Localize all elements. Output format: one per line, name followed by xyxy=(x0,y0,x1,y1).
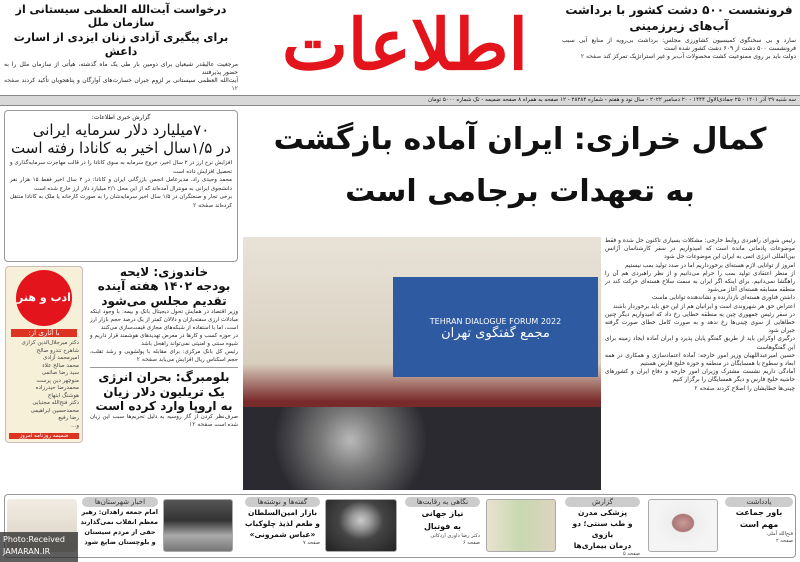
bullet: درگیری اوکراین باید از طریق گفتگو پایان پذیرد و ایران آماده ایجاد زمینه برای این گفتگوهاست xyxy=(605,336,795,351)
title: مهم است xyxy=(739,520,779,529)
supplement-logo: ادب و هنر xyxy=(16,270,72,326)
bullet: حسین امیرعبداللهیان وزیر امور خارجه: آماده اعتمادسازی و همکاری در همه ابعاد و سطوح با همسایگان در منطقه و حوزه خلیج فارس هستیم xyxy=(605,352,795,368)
watermark-line: Photo:Received xyxy=(3,535,65,544)
bullet: در حوزه کسب و کارها در معرض تهدیدهای هوشمند قرار داریم و شیوه سنتی و امنیتی نمی‌تواند راهحل باشد xyxy=(90,333,238,348)
date-strip: سه شنبه ۲۹ آذر ۱۴۰۱ - ۲۵ جمادی‌الاول ۱۴۴۴ - ۲۰ دسامبر ۲۰۲۲ - سال نود و هفتم - شماره ۲۸۲۸۴ - ۱۲ صفحه به همراه ۸ صفحه ضمیمه - تک شماره ۵۰۰۰ تومان xyxy=(0,95,800,106)
author: دکتر رضا داوری اردکانی xyxy=(430,533,480,539)
forum-banner xyxy=(393,277,598,377)
banner-fa: مجمع گفتگوی تهران xyxy=(441,326,550,341)
title: نیاز جهانی xyxy=(421,509,464,518)
page-ref: صفحه ۲ xyxy=(776,538,793,544)
author: دکتر فتح‌الله مجتبایی xyxy=(32,400,79,406)
khandouzi-story[interactable] xyxy=(90,265,238,364)
headline: بودجه ۱۴۰۲ هفته آینده xyxy=(97,279,231,294)
section-label: نگاهی به رقابت‌ها xyxy=(405,497,480,507)
author: فتح‌الله آملی xyxy=(767,531,793,537)
page-ref: صفحه ۶ xyxy=(463,540,480,546)
top-right-story[interactable] xyxy=(562,3,796,61)
page-ref: صفحه ۲ xyxy=(136,356,158,364)
headline: درخواست آیت‌الله العظمی سیستانی از سازمان ملل xyxy=(15,3,227,30)
watermark-line: JAMARAN.IR xyxy=(3,547,51,556)
bottom-item-note[interactable] xyxy=(725,497,793,545)
page-ref: صفحه ۲ xyxy=(694,384,715,392)
bullet: دولت باید بر روی ممنوعیت کشت محصولات آب‌بر و غیر استراتژیک تمرکز کند xyxy=(603,52,796,60)
bullet: وزیر اقتصاد در همایش تحول دیجیتال بانک و بیمه: با وجود اینکه مبادلات ارزی سفته‌بازان و دلالان کمتر از یک درصد حجم بازار ارز است، اما با استفاده از شبکه‌های مجازی قیمت‌سازی می‌کنند xyxy=(90,309,238,332)
title: پزشکی مدرن xyxy=(577,508,628,517)
bullet: داشتن فناوری هسته‌ای بازدارنده و نشاندهنده توانایی ماست xyxy=(652,295,795,302)
headline: بلومبرگ: بحران انرژی xyxy=(98,370,230,385)
bottom-item-report[interactable] xyxy=(565,497,640,558)
title: و بلوچستان ضایع شود xyxy=(84,538,156,546)
author: دکتر میرجلال‌الدین کزازی xyxy=(21,340,79,346)
page-ref: صفحه ۱۲ xyxy=(188,421,213,429)
bloomberg-story[interactable] xyxy=(90,367,238,429)
bullet: رئیس شورای راهبردی روابط خارجی: مشکلات بسیاری تاکنون حل شده و فقط موضوعات پادمانی مانده است که امیدواریم در سفر کارشناسان آژانس بین‌المللی انرژی اتمی به ایران این موضوعات حل شود xyxy=(605,238,795,261)
bottom-item-football[interactable] xyxy=(405,497,480,547)
page-ref: صفحه ۱۲ xyxy=(4,76,238,92)
left-stories xyxy=(90,265,238,429)
headline-line: کمال خرازی: ایران آماده بازگشت xyxy=(273,122,767,157)
author: منوچهر دین پرست xyxy=(36,377,79,384)
author: شاهرخ تندرو صالح xyxy=(36,347,79,354)
kicker: گزارش خبری اطلاعات: xyxy=(91,114,151,121)
title: امام جمعه زاهدان: رهبر xyxy=(81,508,158,516)
bullet: امروز از توانایی لازم هسته‌ای برخورداریم اما در صدد تولید بمب نیستیم xyxy=(625,262,795,269)
main-headline[interactable] xyxy=(245,114,795,218)
supplement-footer: ضمیمه روزنامه امروز xyxy=(9,433,79,439)
author: امیرمحمد آزادی xyxy=(43,355,79,361)
bottom-item-bazaar[interactable] xyxy=(245,497,320,547)
author: هوشنگ ابتهاج xyxy=(47,392,79,399)
photo-watermark xyxy=(0,532,78,562)
title: و طب سنتی؛ دو بازوی xyxy=(572,519,633,539)
top-left-story[interactable] xyxy=(4,3,238,93)
bottom-photo-4 xyxy=(163,499,233,552)
bullet: در سفر رئیس جمهوری چین به منطقه خطایی رخ داد که امیدواریم دیگر چنین خطاهایی از سوی چینی‌ها رخ ندهد و به صورت کامل خطای صورت گرفته جبران شود xyxy=(605,311,795,335)
headline: فرونشست ۵۰۰ دشت کشور با برداشت xyxy=(565,3,793,17)
headline: برای پیگیری آزادی زنان ایزدی از اسارت داعش xyxy=(13,31,229,58)
headline: در ۱/۵سال اخیر به کانادا رفته است xyxy=(11,139,231,157)
page-ref: صفحه ۵ xyxy=(623,551,640,557)
bottom-photo-3 xyxy=(325,499,397,552)
author: سید رضا صائمی xyxy=(41,370,79,376)
bottom-photo-2 xyxy=(486,499,556,552)
bullet: مرجعیت عالیقدر شیعیان برای دومین بار طی یک ماه گذشته، هیأتی از سازمان ملل را به حضور پذیرفتند xyxy=(4,60,238,76)
bullet: اعتراض حق هر شهروندی است و ایرانیان هم از این حق باید برخوردار باشند xyxy=(613,303,795,310)
section-label: گفته‌ها و نوشته‌ها xyxy=(245,497,320,507)
headline: خاندوزی: لایحه xyxy=(119,265,209,279)
author: رضا رفیع xyxy=(58,415,79,421)
author: و... xyxy=(71,422,79,429)
headline-line: به تعهدات برجامی است xyxy=(345,174,695,209)
with-works-label: با آثاری از: xyxy=(11,329,77,337)
title: باور جماعت xyxy=(735,508,783,517)
main-story-text[interactable] xyxy=(605,237,795,393)
bullet: از منظر اعتقادی تولید بمب را حرام می‌دانیم و از نظر راهبردی هم آن را راهگشا نمی‌دانیم. برای اینکه اگر ایران به سمت سلاح هسته‌ای حرکت کند در منطقه مسابقه هسته‌ای آغاز می‌شود xyxy=(605,270,795,294)
title: معظم انقلاب نمی‌گذارند xyxy=(80,518,158,526)
banner-en: TEHRAN DIALOGUE FORUM 2022 xyxy=(429,317,562,326)
page-ref: صفحه ۷ xyxy=(303,540,320,546)
bullet: آمادگی داریم نشست مشترک وزیران امور خارجه و دفاع ایران و کشورهای حاشیه خلیج فارس و دیگر همسایگان را برگزار کنیم xyxy=(605,369,795,384)
author: محمدرضا حیدرزاده xyxy=(35,385,79,391)
supplement-ad[interactable] xyxy=(5,266,83,443)
bullet: صرف‌نظر کردن از گاز روسیه به دلیل تحریم‌ها سبب این زیان شده است xyxy=(90,414,238,429)
bullet: افزایش نرخ ارز در ۲ سال اخیر، خروج سرمایه به سوی کانادا را در قالب مهاجرت سرمایه‌گذاری و تحصیل افزایش داده است xyxy=(10,160,232,175)
section-label: یادداشت xyxy=(725,497,793,507)
author: محمد صالح علاء xyxy=(42,362,79,369)
title: حقی از مردم سیستان xyxy=(84,528,156,536)
author-portrait xyxy=(648,499,718,552)
bullet: آیت‌الله العظمی سیستانی بر لزوم جبران خسارت‌های آوارگان و پناهجویان تأکید کردند xyxy=(21,76,238,84)
section-label: گزارش xyxy=(565,497,640,507)
masthead-logo: اطلاعات xyxy=(282,3,528,86)
main-photo xyxy=(243,237,601,490)
section-label: اخبار شهرستان‌ها xyxy=(82,497,158,507)
title: درمان بیماری‌ها xyxy=(573,541,632,550)
headline: تقدیم مجلس می‌شود xyxy=(101,293,227,308)
bullet: رئیس کل بانک مرکزی: برای مقابله با پولشویی و رشد تقلب، حجم اسکناس ریال افزایش می‌یابد xyxy=(90,349,238,364)
author: محمدحسین ابراهیمی xyxy=(30,407,79,414)
bullet: محمد وحیدی راد، مدیرعامل انجمن بازرگانی ایران و کانادا: در ۲ سال اخیر فقط ۱۵ هزار نفر دانشجوی ایرانی به مونترال آمده‌اند که از این محل ۲/۱ میلیارد دلار ارز خارج شده است xyxy=(10,177,232,192)
headline: آب‌های زیرزمینی xyxy=(629,19,729,34)
title: و طعم لذیذ چلوکباب xyxy=(245,519,320,528)
headline: به اروپا وارد کرده است xyxy=(95,398,233,413)
title: «عباس شمرونی» xyxy=(249,530,316,539)
report-box[interactable] xyxy=(4,110,238,262)
headline: یک تریلیون دلار زیان xyxy=(103,384,225,399)
bullet: سارد و بی سخنگوی کمیسیون کشاورزی مجلس: برداشت بی‌رویه از منابع آبی سبب فرونشست ۵۰۰ دشت از ۶۰۹ دشت کشور شده است xyxy=(562,36,796,52)
bullet: برخی تجار و صنعتگران در ۱/۵ سال اخیر سرمایه‌شان را به صورت کارخانه یا ملک به کانادا منتقل کرده‌اند xyxy=(10,194,233,209)
bullet: چینی‌ها خطایشان را اصلاح کردند xyxy=(716,385,795,392)
headline: ۷۰میلیارد دلار سرمایه ایرانی xyxy=(32,121,210,139)
page-ref: صفحه ۲ xyxy=(580,52,602,60)
page-ref: صفحه ۲ xyxy=(192,201,214,209)
bottom-item-zahedan[interactable] xyxy=(82,497,158,547)
title: به فوتبال xyxy=(423,522,462,531)
title: بازار امین‌السلطان xyxy=(247,508,318,517)
